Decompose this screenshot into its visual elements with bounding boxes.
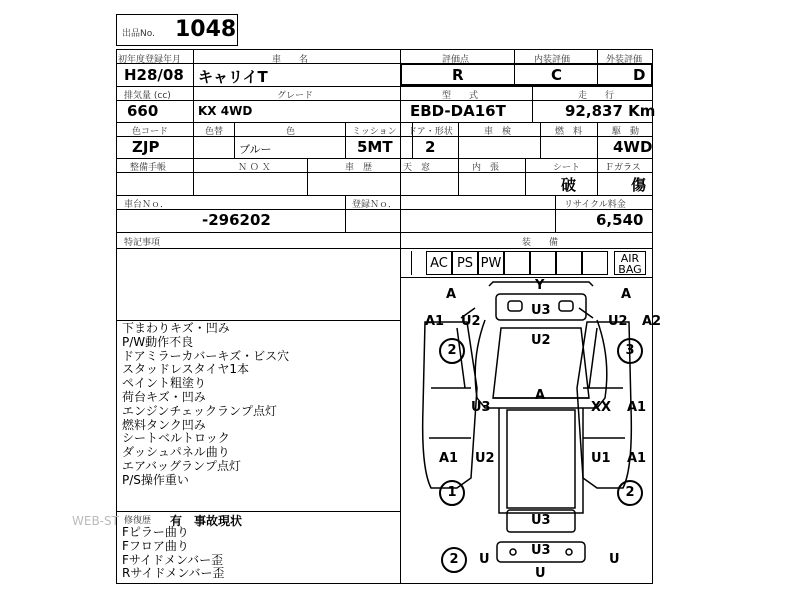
damage-code: U3: [531, 303, 551, 318]
note-item: ペイント粗塗り: [122, 376, 207, 391]
note-item: 荷台キズ・凹み: [122, 389, 206, 404]
hdr-interior: 内装評価: [534, 55, 571, 65]
drive-value: 4WD: [613, 138, 653, 156]
grade-value: KX 4WD: [198, 104, 253, 118]
hdr-eval-score: 評価点: [442, 55, 470, 65]
accident-note-item: Fピラー曲り: [122, 525, 189, 539]
note-item: 燃料タンク凹み: [122, 417, 206, 432]
damage-code: A1: [627, 400, 647, 415]
eval-score-value: R: [452, 66, 464, 84]
hdr-color: 色: [286, 127, 296, 137]
equip-empty-1: [504, 251, 530, 275]
damage-code: U3: [531, 513, 551, 528]
accident-notes: [122, 526, 397, 581]
hdr-car-name: 車 名: [272, 55, 309, 65]
glass-value: 傷: [631, 176, 647, 194]
damage-code: U3: [531, 543, 551, 558]
wheel-front-right: 3: [617, 338, 643, 364]
note-item: ダッシュパネル曲り: [122, 445, 230, 460]
hdr-glass: Ｆガラス: [605, 163, 641, 173]
accident-note-item: Fサイドメンバー歪: [122, 552, 224, 567]
damage-code: A1: [439, 451, 459, 466]
damage-code: A: [535, 388, 546, 403]
accident-note-item: Rサイドメンバー歪: [122, 566, 225, 581]
hdr-chassis: 車台Ｎｏ．: [124, 200, 170, 210]
hdr-mission: ミッション: [352, 127, 397, 137]
note-item: シートベルトロック: [122, 431, 230, 446]
hdr-displacement: 排気量 (cc): [124, 91, 171, 101]
damage-code: A2: [642, 314, 662, 329]
damage-code: U1: [591, 451, 611, 466]
watermark: WEB-ST: [72, 514, 119, 528]
exterior-value: D: [633, 66, 646, 84]
equip-empty-4: [582, 251, 608, 275]
note-item: P/S操作重い: [122, 472, 189, 487]
hdr-drive: 駆 動: [612, 127, 640, 137]
hdr-color-type: 色替: [205, 127, 224, 137]
equip-empty-2: [530, 251, 556, 275]
equip-empty-3: [556, 251, 582, 275]
hdr-color-code: 色コード: [132, 127, 169, 137]
eval-frame: [400, 63, 653, 86]
hdr-mileage: 走 行: [578, 91, 615, 101]
hdr-fuel: 燃 料: [555, 127, 583, 137]
equip-ac: AC: [426, 251, 452, 275]
car-name-value: キャリイT: [198, 68, 268, 86]
damage-code: Y: [535, 278, 545, 293]
damage-code: A1: [425, 314, 445, 329]
lot-number: 1048: [175, 17, 237, 42]
accident-note-item: Fフロア曲り: [122, 538, 189, 553]
damage-code: U: [535, 566, 546, 581]
damage-code: U2: [531, 333, 551, 348]
hdr-grade: グレード: [277, 91, 314, 101]
accident-status: 事故現状: [194, 514, 243, 528]
damage-code: A: [446, 287, 457, 302]
hdr-maint: 整備手帳: [130, 163, 167, 173]
seat-value: 破: [561, 176, 577, 194]
wheel-rear-left: 1: [439, 480, 465, 506]
mission-value: 5MT: [357, 138, 393, 156]
equip-ps: PS: [452, 251, 478, 275]
hdr-history: 車 歴: [345, 163, 373, 173]
accident-value: 有: [170, 514, 183, 528]
damage-code: U: [479, 552, 490, 567]
damage-code: A1: [627, 451, 647, 466]
damage-code: A: [621, 287, 632, 302]
color-value: ブルー: [239, 143, 272, 156]
hdr-exterior: 外装評価: [606, 55, 643, 65]
wheel-rear-right: 2: [617, 480, 643, 506]
hdr-inspection: 車 検: [484, 127, 512, 137]
color-code-value: ZJP: [132, 138, 160, 156]
hdr-reg-no: 登録Ｎｏ．: [352, 200, 398, 210]
hdr-equipment: 装 備: [522, 238, 559, 248]
hdr-upholstery: 内 張: [472, 163, 500, 173]
note-item: P/W動作不良: [122, 334, 194, 349]
special-notes: [122, 322, 397, 488]
model-value: EBD-DA16T: [410, 102, 506, 120]
lot-box: [116, 14, 238, 46]
note-item: エンジンチェックランプ点灯: [122, 403, 278, 418]
damage-code: U2: [461, 314, 481, 329]
hdr-seat: シート: [553, 163, 581, 173]
chassis-value: -296202: [202, 211, 271, 229]
note-item: スタッドレスタイヤ1本: [122, 362, 250, 377]
note-item: エアバッグランプ点灯: [122, 458, 242, 473]
wheel-front-left: 2: [439, 338, 465, 364]
hdr-sunroof: 天 窓: [403, 163, 431, 173]
interior-value: C: [551, 66, 563, 84]
mileage-value: 92,837 Km: [565, 102, 656, 120]
hdr-recycle: リサイクル料金: [564, 200, 626, 210]
equip-airbag: AIR BAG: [614, 251, 646, 275]
damage-code: U: [609, 552, 620, 567]
damage-code: U2: [475, 451, 495, 466]
damage-code: U2: [608, 314, 628, 329]
year-reg-value: H28/08: [124, 66, 184, 84]
hdr-special: 特記事項: [124, 238, 161, 248]
note-item: ドアミラーカバーキズ・ビス穴: [122, 348, 290, 363]
damage-code: XX: [591, 400, 612, 415]
hdr-model: 型 式: [442, 91, 479, 101]
equip-pw: PW: [478, 251, 504, 275]
hdr-year-reg: 初年度登録年月: [118, 55, 182, 65]
door-shape-value: 2: [425, 138, 436, 156]
displacement-value: 660: [127, 102, 159, 120]
spare-wheel: 2: [441, 547, 467, 573]
damage-code: U3: [471, 400, 491, 415]
note-item: 下まわりキズ・凹み: [122, 321, 230, 335]
hdr-door-shape: ドア・形状: [408, 127, 453, 137]
lot-label: 出品No.: [122, 29, 155, 39]
hdr-nox: Ｎ Ｏ Ｘ: [238, 163, 271, 173]
recycle-value: 6,540: [596, 211, 644, 229]
hdr-accident: 修復歴: [124, 516, 152, 526]
